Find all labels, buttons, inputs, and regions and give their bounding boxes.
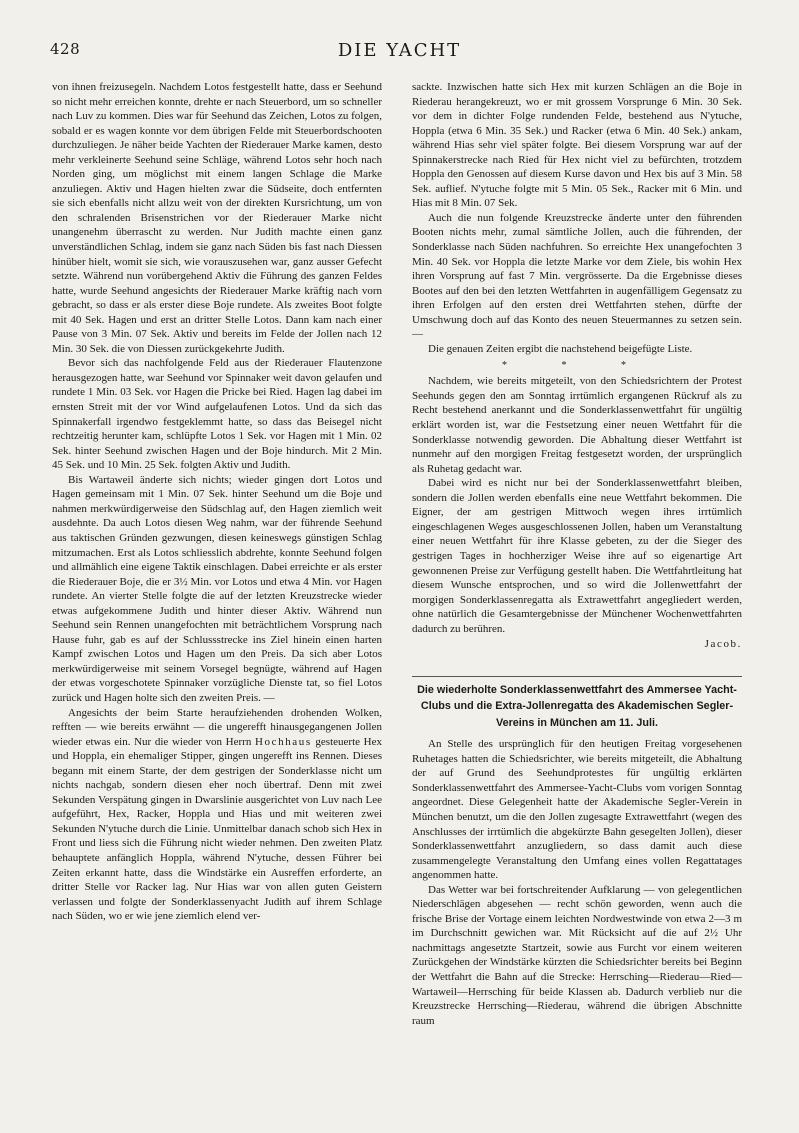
- paragraph: Bevor sich das nachfolgende Feld aus der Riederauer Flautenzone herausgezogen hatte, war Seehund vor Spinnaker weit davon gelaufen und rundete 1 Min. 03 Sek. vor Hagen die Pricke bei Ried. Hagen lag dabei im ernsten Streit mit der vor Wind aufgelaufenen Lotos. Und da sich das Spinnakerfall irgendwo festgeklemmt hatte, so dass das Beisegel nicht rechtzeitig herunter kam, schlüpfte Lotos 1 Sek. vor Hagen mit 1 Min. 02 Sek. hinter Seehund zwischen Hagen und der Boje hindurch. Mit 2 Min. 45 Sek. und 10 Min. 25 Sek. folgten Aktiv und Judith.: [52, 357, 382, 472]
- paragraph: Auch die nun folgende Kreuzstrecke änderte unter den führenden Booten nichts mehr, zumal sämtliche Jollen, auch die führenden, der Sonderklasse nach Süden nachfuhren. So erreichte Hex unangefochten 3 Min. 40 Sek. vor Hoppla die letzte Marke vor dem Ziele, bis wohin Hex ihren Vorsprung auf fast 7 Min. vergrösserte. Da die Ergebnisse dieses Bootes auf den bei den letzten Wettfahrten in augenfälligem Gegensatz zu ihren Erfolgen auf den ersten drei Wettfahrten stehen, dürfte der Umschwung doch auf das Konto des neuen Steuermannes zu setzen sein. —: [412, 211, 742, 341]
- author-signature: Jacob.: [704, 638, 742, 651]
- spaced-name: Hochhaus: [254, 735, 312, 748]
- paragraph: Nachdem, wie bereits mitgeteilt, von den Schiedsrichtern der Protest Seehunds gegen den am Sonntag irrtümlich ergangenen Rückruf als zu Recht bestehend anerkannt und die Sonderklassenwettfahrt für ungültig erklärt worden ist, war die Festsetzung einer neuen Wettfahrt für die Sonderklasse notwendig geworden. Die Abhaltung dieser Wettfahrt ist nunmehr auf den morgigen Freitag festgesetzt worden, der ursprünglich als Ruhetag gedacht war.: [412, 375, 742, 475]
- paragraph: Dabei wird es nicht nur bei der Sonderklassenwettfahrt bleiben, sondern die Jollen werden ebenfalls eine neue Wettfahrt bekommen. Die Eigner, der am gestrigen Mittwoch wegen ihres irrtümlich eingeschlagenen Weges ausgeschlossenen Jollen, haben um Veranstaltung einer neuen Wettfahrt für ihre Klasse gebeten, zu der die Sieger des gestrigen Tages in hochherziger Weise ihre auf so eigenartige Art gewonnenen Preise zur Verfügung gestellt haben. Die Wettfahrtleitung hat diesem Wunsche entsprochen, und so wird die Jollenwettfahrt der morgigen Sonderklassenregatta als Extrawettfahrt angegliedert werden, ohne natürlich die Gesamtergebnisse der Münchener Wochenwettfahrten dadurch zu berühren.: [412, 477, 742, 635]
- page-number: 428: [50, 40, 81, 58]
- text-run: gesteuerte Hex und Hoppla, ein ehemaliger Stipper, gingen ungerefft ins Rennen. Dieses begann mit einem Starte, der dem gestrigen der Sonderklasse nicht um nichts nachgab, sondern diesen eher noch übertraf. Denn mit zwei Sekunden Verspätung gingen in Dwarslinie ausgerichtet von Luv nach Lee aufgeführt, Hex, Racker, Hoppla und Hias und mit weiteren zwei Sekunden N'ytuche durch die Linie. Unmittelbar danach schob sich Hex in Front und liess sich die Führung nicht wieder nehmen. Den zweiten Platz behauptete anfänglich Hoppla, während N'ytuche, dessen Führer bei Zeiten erkannt hatte, dass die Windstärke ein Ausreffen erforderte, an dritter Stelle vor Racker lag. Nur Hias war von allen guten Geistern verlassen und folgte der Sonderklassenyacht Judith auf ihrem Schlage nach Süden, wo er wie jene ziemlich elend ver-: [52, 735, 382, 923]
- article-heading: Die wiederholte Sonderklassenwettfahrt des Ammersee Yacht-Clubs und die Extra-Jollenregatta des Akademischen Segler-Vereins in München am 11. Juli.: [412, 676, 742, 732]
- paragraph: sackte. Inzwischen hatte sich Hex mit kurzen Schlägen an die Boje in Riederau herangekreuzt, wo er mit grossem Vorsprunge 6 Min. 30 Sek. vor dem in dichter Folge rundenden Felde, bestehend aus N'ytuche, Hoppla (etwa 6 Min. 35 Sek.) und Racker (etwa 6 Min. 40 Sek.) ankam, während Hias sehr viel später folgte. Bei diesem Vorsprung war auf der Spinnakerstrecke nach Ried für Hex nicht viel zu befürchten, trotzdem Hoppla den Genossen auf diesem Kurse davon und Hex bis auf 3 Min. 58 Sek. auflief. N'ytuche folgte mit 5 Min. 05 Sek., Racker mit 6 Min. und Hias mit 8 Min. 07 Sek.: [412, 81, 742, 210]
- text-run: Angesichts der beim Starte heraufziehenden drohenden Wolken, refften — wie bereits erwähnt — die ungerefft hinausgegangenen Jollen wieder etwas ein. Nur die wieder von Herrn: [52, 706, 382, 748]
- paragraph: An Stelle des ursprünglich für den heutigen Freitag vorgesehenen Ruhetages hatten die Schiedsrichter, wie bereits mitgeteilt, die Abhaltung der auf Grund des Seehundprotestes für ungültig erklärten Sonderklassenwettfahrt des Ammersee-Yacht-Clubs vom vorigen Sonntag angeordnet. Diese Gelegenheit hatte der Akademische Segler-Verein in München benutzt, um die den Jollen zugesagte Extrawettfahrt (wegen des Anschlusses der irrtümlich die abgekürzte Bahn gesegelten Jollen), dieser Sonderklassenwettfahrt anzugliedern, so dass damit auch diese zusammengelegte Veranstaltung den Umfang eines vollen Regattatages angenommen hatte.: [412, 738, 742, 882]
- running-title: DIE YACHT: [337, 40, 462, 61]
- left-column: [52, 80, 382, 924]
- paragraph: von ihnen freizusegeln. Nachdem Lotos festgestellt hatte, dass er Seehund so nicht mehr erreichen konnte, drehte er nach Steuerbord, um so schneller nach Luv zu kommen. Dies war für Seehund das Zeichen, Lotos zu folgen, sobald er es wagen konnte vor dem übrigen Felde mit Steuerbordschooten durchzuliegen. Je näher beide Yachten der Riederauer Marke kamen, desto mehr verkleinerte Seehund seine Schläge, während Lotos sehr hoch nach Norden ging, um möglichst mit einem langen Schlage die Marke anzuliegen. Aktiv und Hagen hielten zwar die Südseite, doch entfernten sie sich ebenfalls nicht allzu weit von der direkten Kursrichtung, um von den schralenden Brisenstrichen vor der Riederauer Marke nicht unangenehm überrascht zu werden. Nur Judith machte einen ganz unverständlichen Schlag, indem sie ganz nach Süden bis fast nach Diessen hinüber hielt, womit sie sich, wie vorauszusehen war, ganz ausser Gefecht setzte. Während nun vorübergehend Aktiv die Führung des ganzen Feldes hatte, wurde Seehund angesichts der Riederauer Marke kräftig nach vorn gebracht, so dass er als erster diese Boje rundete. Als zweites Boot folgte mit 40 Sek. Hagen und erst an dritter Stelle Lotos. Dann kam nach einer Pause von 3 Min. 07 Sek. Aktiv und bereits im Felde der Jollen nach 12 Min. 30 Sek. die von Diessen zurückgekehrte Judith.: [52, 81, 382, 355]
- paragraph: Bis Wartaweil änderte sich nichts; wieder gingen dort Lotos und Hagen gemeinsam mit 1 Min. 07 Sek. hinter Seehund um die Boje und nahmen merkwürdigerweise den Südschlag auf, den Hagen ziemlich weit ausdehnte. Da auch Lotos diesen Weg nahm, war der führende Seehund aus taktischen Gründen gezwungen, diesen keineswegs günstigen Schlag mitzumachen. Erst als Lotos schliesslich abdrehte, konnte Seehund folgen und allmählich eine eigene Taktik einschlagen. Dabei erreichte er als erster die Riederauer Boje, die er 3½ Min. vor Lotos und etwa 4 Min. vor Hagen rundete. An vierter Stelle folgte die auf der letzten Kreuzstrecke wieder etwas aufgekommene Judith und hinter dieser Aktiv. Während nun Seehund sein Rennen unangefochten mit beträchtlichem Vorsprung nach Hause fuhr, gab es auf der Schlussstrecke ins Ziel hinein einen harten Kampf zwischen Lotos und Hagen um den Preis. Da sich aber Lotos merkwürdigerweise mit seinem Vorsegel begnügte, während auf Hagen der etwas vorgeschotete Spinnaker vorzügliche Dienste tat, so fiel Lotos zurück und Hagen holte sich den zweiten Preis. —: [52, 473, 382, 704]
- paragraph: [52, 706, 382, 924]
- paragraph: Das Wetter war bei fortschreitender Aufklarung — von gelegentlichen Niederschlägen abgesehen — recht schön geworden, wenn auch die frische Brise der Vortage einem leichten Nordwestwinde von etwa 2—3 m im Durchschnitt gewichen war. Mit Rücksicht auf die auf 2½ Uhr nachmittags angesetzte Startzeit, sowie aus Furcht vor einem weiteren Zurückgehen der Windstärke kürzten die Schiedsrichter bereits bei Beginn der Wettfahrt die Bahn auf die Strecke: Herrsching—Riederau—Ried—Wartaweil—Herrsching für beide Klassen ab. Dadurch verblieb nur die Kreuzstrecke Herrsching—Riederau, während die übrigen Abschnitte raum: [412, 883, 742, 1027]
- right-column: [412, 80, 742, 1028]
- section-divider: * * *: [502, 360, 652, 372]
- paragraph: Die genauen Zeiten ergibt die nachstehend beigefügte Liste.: [428, 342, 693, 355]
